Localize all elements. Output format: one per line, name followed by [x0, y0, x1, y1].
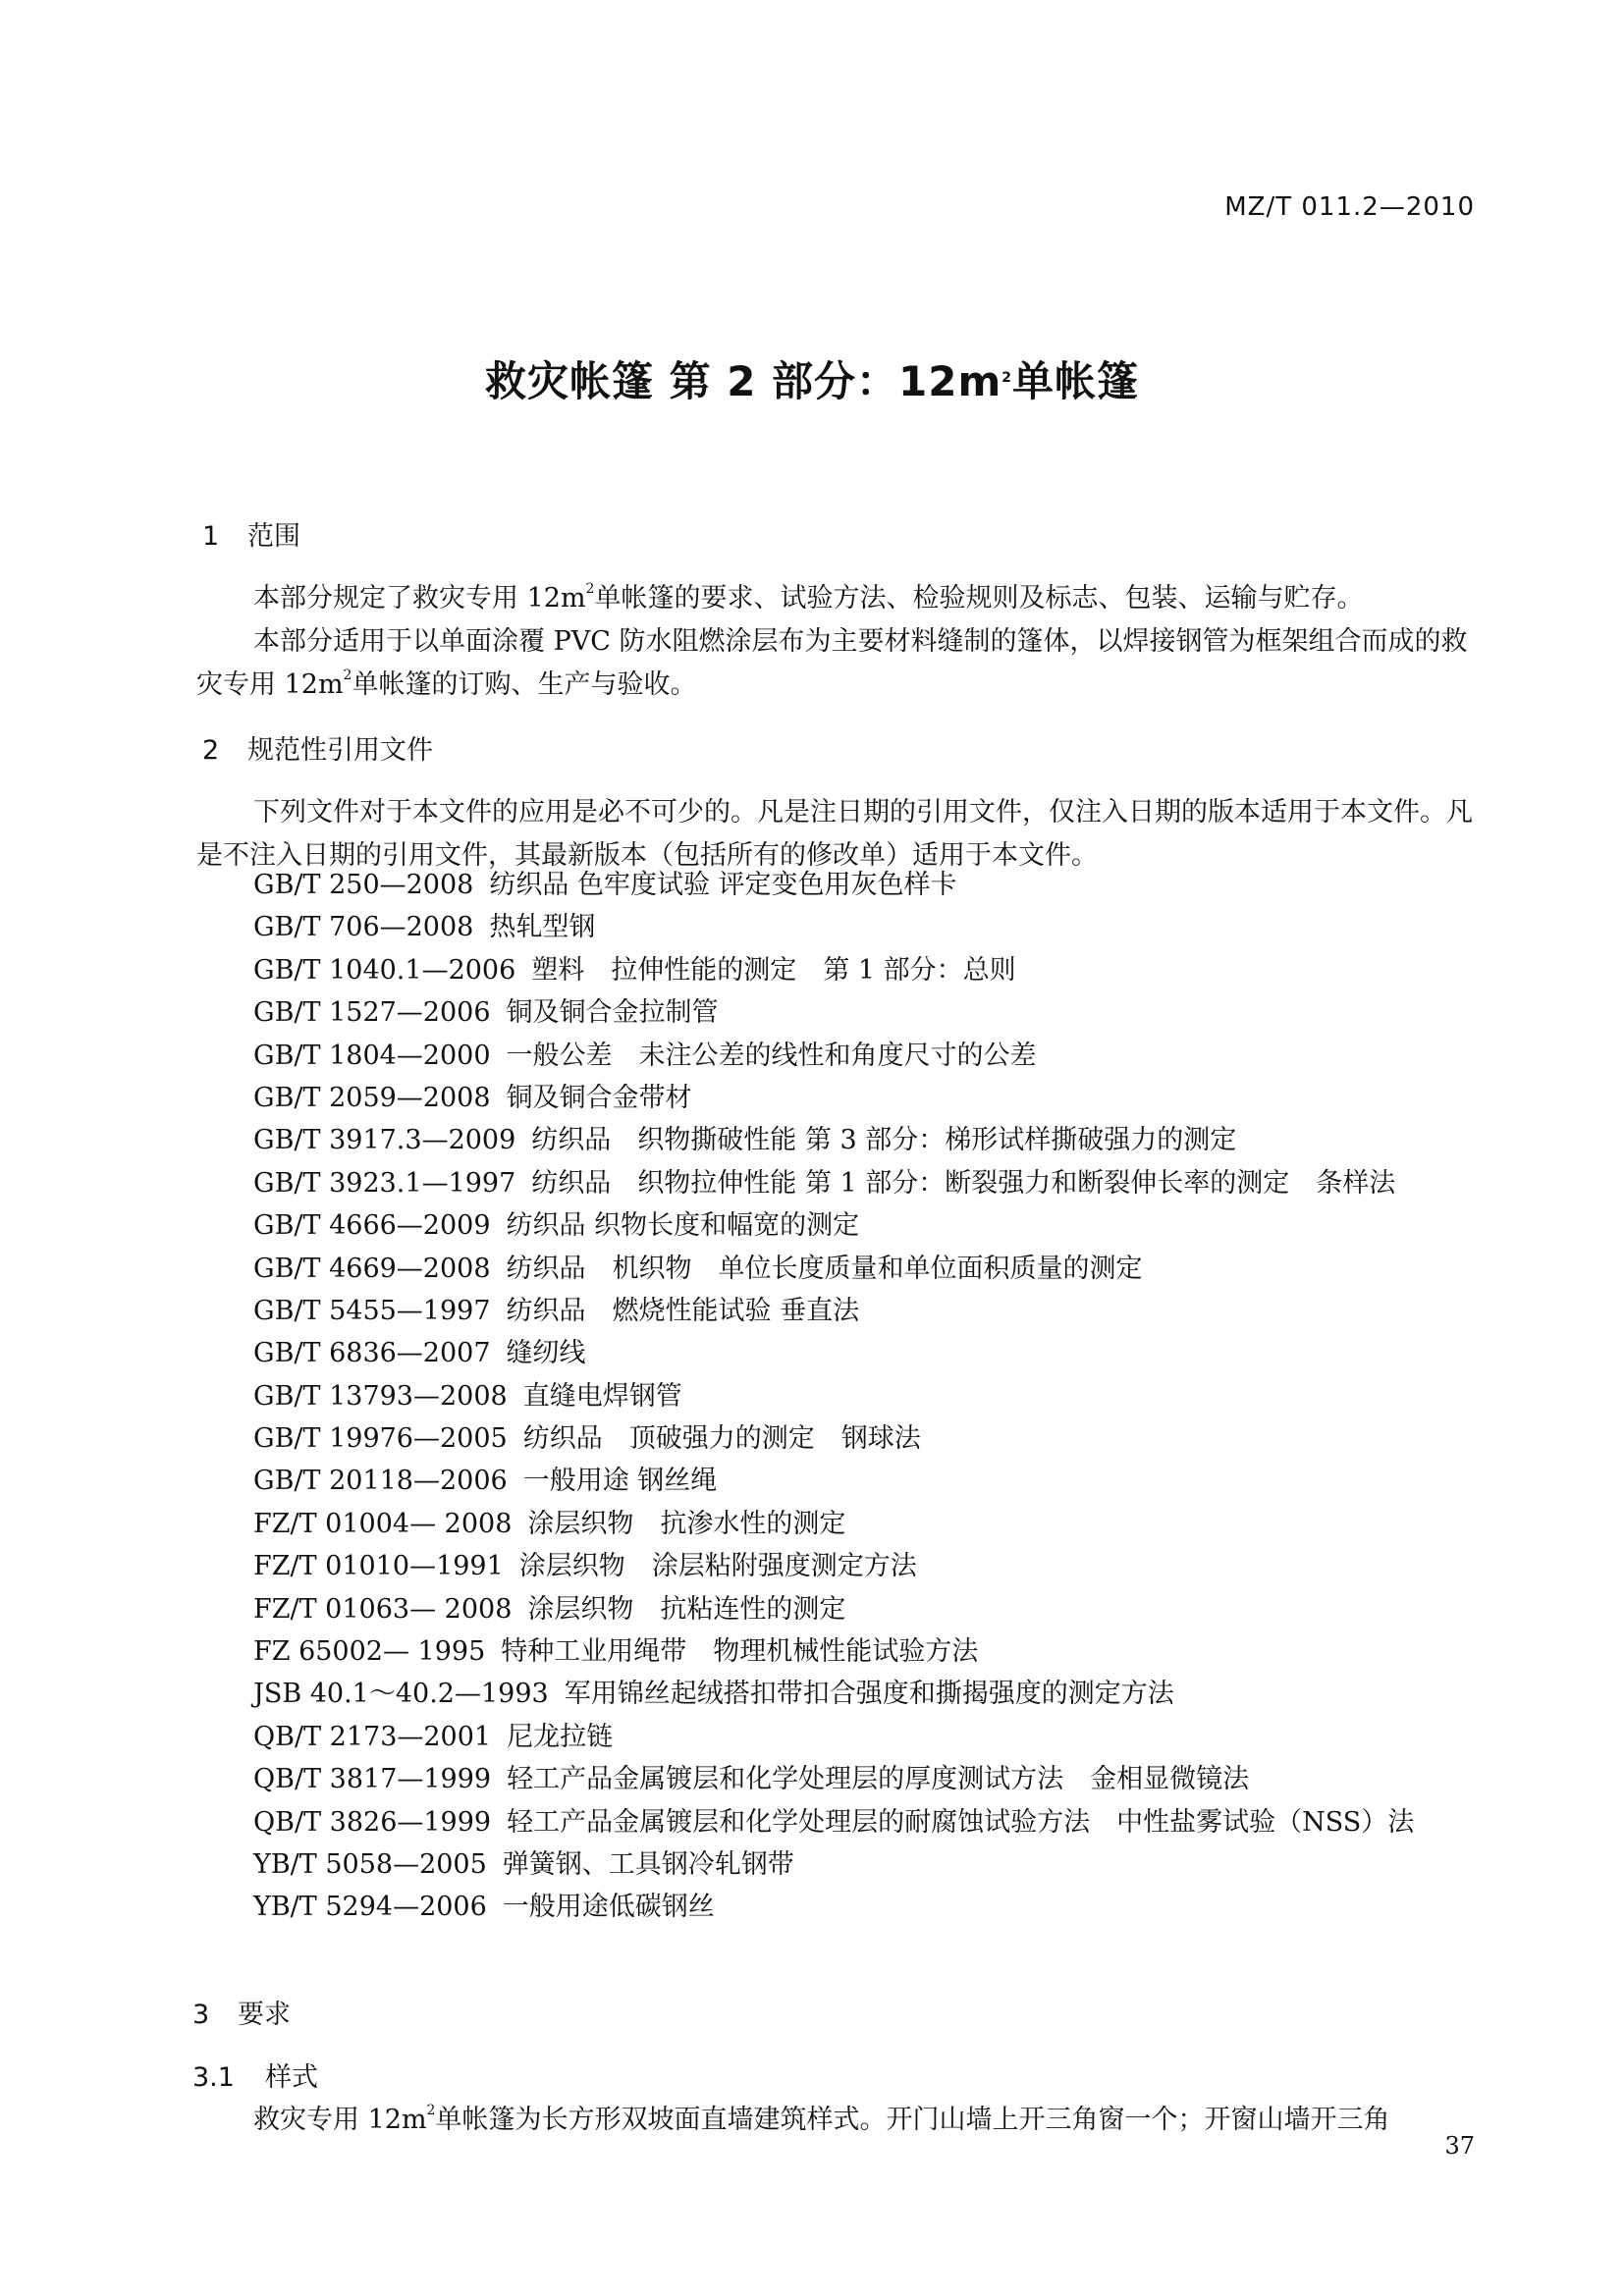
reference-code: GB/T 1804—2000: [253, 1040, 491, 1071]
reference-title: 热轧型钢: [489, 912, 596, 943]
page-number: 37: [1444, 2132, 1475, 2160]
reference-title: 纺织品 顶破强力的测定 钢球法: [522, 1423, 921, 1455]
p2-text-b: 单帐篷的订购、生产与验收。: [352, 669, 697, 700]
reference-code: GB/T 19976—2005: [253, 1423, 508, 1455]
reference-item: [253, 1801, 1414, 1843]
reference-title: 涂层织物 涂层粘附强度测定方法: [518, 1551, 917, 1582]
reference-item: [253, 1630, 1414, 1673]
reference-title: 纺织品 织物撕破性能 第 3 部分：梯形试样撕破强力的测定: [531, 1125, 1237, 1156]
section-title: 要求: [238, 2000, 291, 2030]
reference-item: [253, 991, 1414, 1034]
reference-item: [253, 1204, 1414, 1247]
reference-item: [253, 1588, 1414, 1630]
reference-code: GB/T 4666—2009: [253, 1210, 491, 1242]
reference-code: QB/T 2173—2001: [253, 1721, 492, 1752]
reference-title: 纺织品 织物长度和幅宽的测定: [506, 1210, 860, 1242]
paragraph-style: [196, 2099, 1483, 2142]
reference-code: GB/T 706—2008: [253, 912, 474, 943]
reference-code: GB/T 1527—2006: [253, 997, 491, 1029]
section-number: 2: [202, 735, 220, 766]
p3-text: 下列文件对于本文件的应用是必不可少的。凡是注日期的引用文件，仅注入日期的版本适用于本文件。凡是不注入日期的引用文件，其最新版本（包括所有的修改单）适用于本文件。: [196, 797, 1473, 871]
p4-text-b: 单帐篷为长方形双坡面直墙建筑样式。开门山墙上开三角窗一个；开窗山墙开三角: [435, 2105, 1390, 2135]
reference-item: [253, 906, 1414, 948]
reference-title: 直缝电焊钢管: [522, 1380, 682, 1412]
section-title: 范围: [247, 521, 300, 552]
title-superscript: 2: [1001, 370, 1013, 386]
reference-item: [253, 864, 1414, 906]
reference-title: 塑料 拉伸性能的测定 第 1 部分：总则: [531, 954, 1016, 986]
reference-title: 一般用途低碳钢丝: [502, 1892, 715, 1923]
reference-item: [253, 1758, 1414, 1800]
reference-item: [253, 1503, 1414, 1545]
reference-item: [253, 1077, 1414, 1119]
reference-item: [253, 949, 1414, 991]
section-number: 1: [202, 521, 220, 552]
title-main: 救灾帐篷 第 2 部分：12m: [484, 357, 1002, 405]
reference-item: [253, 1162, 1414, 1204]
section-heading-requirements: [192, 1993, 291, 2031]
reference-code: FZ/T 01063— 2008: [253, 1593, 513, 1625]
reference-item: [253, 1119, 1414, 1161]
section-heading-scope: [202, 514, 300, 553]
p1-text-b: 单帐篷的要求、试验方法、检验规则及标志、包装、运输与贮存。: [594, 583, 1364, 614]
page-title: [0, 349, 1624, 408]
reference-title: 纺织品 织物拉伸性能 第 1 部分：断裂强力和断裂伸长率的测定 条样法: [531, 1167, 1396, 1199]
reference-title: 特种工业用绳带 物理机械性能试验方法: [501, 1636, 979, 1668]
p2-superscript: 2: [343, 667, 352, 683]
reference-title: 纺织品 机织物 单位长度质量和单位面积质量的测定: [506, 1253, 1143, 1284]
paragraph-scope-2: [196, 620, 1483, 707]
reference-title: 一般用途 钢丝绳: [522, 1466, 718, 1497]
reference-title: 纺织品 色牢度试验 评定变色用灰色样卡: [489, 870, 957, 900]
reference-code: GB/T 13793—2008: [253, 1380, 508, 1412]
reference-item: [253, 1290, 1414, 1332]
reference-title: 涂层织物 抗渗水性的测定: [527, 1508, 846, 1539]
reference-item: [253, 1673, 1414, 1715]
reference-item: [253, 1332, 1414, 1374]
section-number: 3: [192, 2000, 210, 2030]
reference-title: 弹簧钢、工具钢冷轧钢带: [502, 1848, 794, 1880]
reference-code: FZ 65002— 1995: [253, 1636, 486, 1668]
reference-title: 军用锦丝起绒搭扣带扣合强度和撕揭强度的测定方法: [564, 1679, 1174, 1710]
reference-item: [253, 1417, 1414, 1460]
reference-item: [253, 1248, 1414, 1290]
reference-code: QB/T 3826—1999: [253, 1806, 492, 1838]
reference-list: [253, 864, 1414, 1929]
document-code: MZ/T 011.2—2010: [1224, 192, 1475, 222]
reference-code: GB/T 6836—2007: [253, 1338, 491, 1369]
reference-code: GB/T 3917.3—2009: [253, 1125, 516, 1156]
reference-code: QB/T 3817—1999: [253, 1764, 492, 1795]
reference-item: [253, 1460, 1414, 1502]
title-tail: 单帐篷: [1012, 357, 1140, 405]
paragraph-scope-1: [196, 577, 1483, 620]
reference-title: 一般公差 未注公差的线性和角度尺寸的公差: [506, 1040, 1037, 1071]
reference-code: GB/T 2059—2008: [253, 1082, 491, 1113]
reference-title: 缝纫线: [506, 1338, 586, 1369]
reference-title: 铜及铜合金拉制管: [506, 997, 719, 1029]
reference-title: 尼龙拉链: [507, 1721, 614, 1752]
reference-code: FZ/T 01004— 2008: [253, 1508, 513, 1539]
p4-superscript: 2: [426, 2103, 436, 2118]
reference-title: 轻工产品金属镀层和化学处理层的耐腐蚀试验方法 中性盐雾试验（NSS）法: [507, 1806, 1415, 1838]
reference-title: 涂层织物 抗粘连性的测定: [527, 1593, 846, 1625]
reference-item: [253, 1843, 1414, 1886]
p4-text-a: 救灾专用 12m: [253, 2105, 427, 2135]
reference-code: GB/T 250—2008: [253, 870, 474, 900]
section-heading-references: [202, 728, 433, 767]
reference-code: GB/T 4669—2008: [253, 1253, 491, 1284]
reference-item: [253, 1545, 1414, 1587]
reference-code: GB/T 3923.1—1997: [253, 1167, 516, 1199]
reference-code: YB/T 5294—2006: [253, 1892, 487, 1923]
reference-code: FZ/T 01010—1991: [253, 1551, 504, 1582]
section-title: 规范性引用文件: [247, 735, 433, 766]
reference-item: [253, 1035, 1414, 1077]
reference-title: 纺织品 燃烧性能试验 垂直法: [506, 1295, 860, 1326]
subsection-number: 3.1: [192, 2062, 235, 2093]
p2-text-a: 本部分适用于以单面涂覆 PVC 防水阻燃涂层布为主要材料缝制的篷体，以焊接钢管为框架组合而成的救灾专用 12m: [196, 626, 1468, 700]
reference-code: GB/T 1040.1—2006: [253, 954, 516, 986]
reference-item: [253, 1716, 1414, 1758]
p1-superscript: 2: [585, 581, 595, 597]
reference-item: [253, 1375, 1414, 1417]
reference-item: [253, 1886, 1414, 1928]
reference-code: JSB 40.1～40.2—1993: [253, 1679, 549, 1710]
p1-text-a: 本部分规定了救灾专用 12m: [253, 583, 586, 614]
reference-title: 轻工产品金属镀层和化学处理层的厚度测试方法 金相显微镜法: [507, 1764, 1250, 1795]
reference-title: 铜及铜合金带材: [506, 1082, 692, 1113]
reference-code: GB/T 5455—1997: [253, 1295, 491, 1326]
subsection-title: 样式: [265, 2062, 318, 2093]
reference-code: YB/T 5058—2005: [253, 1848, 487, 1880]
reference-code: GB/T 20118—2006: [253, 1466, 508, 1497]
subsection-heading-style: [192, 2056, 318, 2094]
